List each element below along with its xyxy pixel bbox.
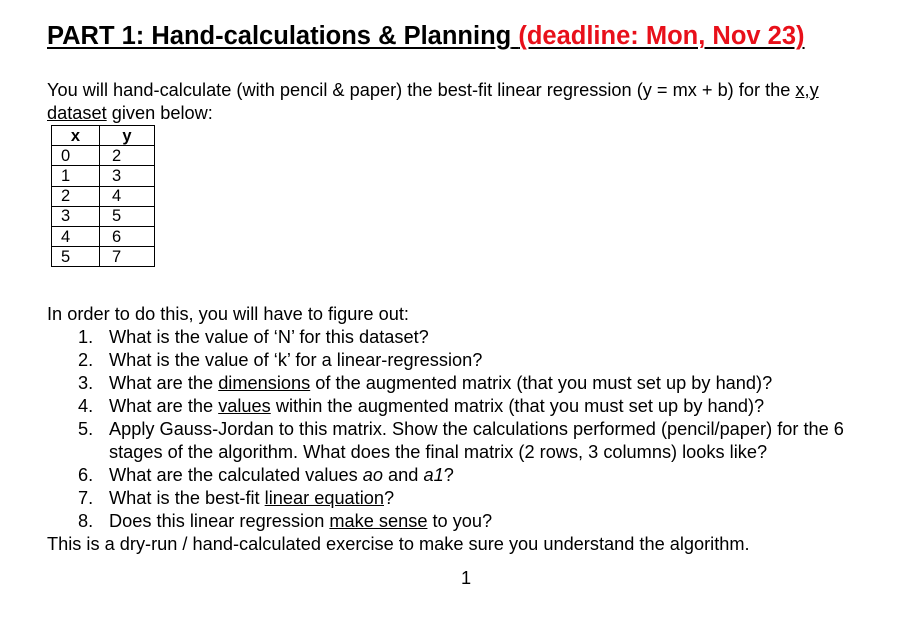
question-underlined-term: make sense [329, 511, 428, 531]
list-item [78, 510, 888, 533]
list-item [78, 464, 888, 487]
table-row [52, 186, 155, 206]
page-title [47, 22, 805, 51]
question-text: What are the calculated values [109, 465, 363, 485]
question-number: 8. [78, 511, 94, 531]
question-underlined-term: dimensions [218, 373, 311, 393]
questions-list [78, 326, 888, 533]
question-text: What are the [109, 373, 219, 393]
question-number: 5. [78, 419, 94, 439]
table-header-row [52, 126, 155, 146]
question-text: What is the best-fit [109, 488, 265, 508]
table-cell-y: 5 [100, 206, 155, 226]
table-cell-x: 3 [52, 206, 100, 226]
question-number: 2. [78, 350, 94, 370]
table-cell-x: 4 [52, 226, 100, 246]
list-item [78, 418, 888, 464]
question-text-end: ? [443, 465, 454, 485]
intro-line-1: You will hand-calculate (with pencil & paper) the best-fit linear regression (y = mx + b) for the [47, 80, 791, 100]
list-item [78, 395, 888, 418]
closing-paragraph: This is a dry-run / hand-calculated exercise to make sure you understand the algorithm. [47, 534, 750, 554]
question-number: 1. [78, 327, 94, 347]
variable-a0: ao [362, 465, 383, 485]
question-text: What is the value of ‘k’ for a linear-regression? [109, 350, 483, 370]
question-text-rest: ? [384, 488, 395, 508]
list-item [78, 372, 888, 395]
question-underlined-term: linear equation [264, 488, 384, 508]
table-row [52, 146, 155, 166]
table-cell-y: 4 [100, 186, 155, 206]
question-number: 4. [78, 396, 94, 416]
question-text: What is the value of ‘N’ for this dataset? [109, 327, 429, 347]
table-cell-x: 2 [52, 186, 100, 206]
table-cell-y: 3 [100, 166, 155, 186]
table-row [52, 247, 155, 267]
title-main: PART 1: Hand-calculations & Planning [47, 22, 512, 50]
intro-dataset-link: x,y dataset [47, 80, 819, 123]
table-cell-x: 5 [52, 247, 100, 267]
intro-line-2-rest: given below: [106, 103, 213, 123]
question-underlined-term: values [218, 396, 271, 416]
question-text-rest: of the augmented matrix (that you must set up by hand)? [310, 373, 773, 393]
question-text: Does this linear regression [109, 511, 330, 531]
table-cell-y: 7 [100, 247, 155, 267]
list-item [78, 349, 888, 372]
question-number: 3. [78, 373, 94, 393]
question-number: 7. [78, 488, 94, 508]
table-row [52, 166, 155, 186]
variable-a1: a1 [423, 465, 444, 485]
page-number: 1 [461, 568, 472, 588]
question-text: Apply Gauss-Jordan to this matrix. Show the calculations performed (pencil/paper) for the 6 stages of the algorithm. What does the final matrix (2 rows, 3 columns) looks like? [109, 419, 844, 462]
table-cell-x: 0 [52, 146, 100, 166]
table-row [52, 206, 155, 226]
table-cell-x: 1 [52, 166, 100, 186]
question-text-and: and [383, 465, 424, 485]
deadline-text: (deadline: Mon, Nov 23) [518, 22, 805, 50]
question-text-rest: within the augmented matrix (that you must set up by hand)? [270, 396, 765, 416]
question-text-rest: to you? [427, 511, 493, 531]
question-number: 6. [78, 465, 94, 485]
table-header-x: x [52, 126, 100, 146]
question-text: What are the [109, 396, 219, 416]
dataset-table [51, 125, 155, 267]
table-cell-y: 6 [100, 226, 155, 246]
intro-paragraph [47, 79, 877, 125]
list-item [78, 487, 888, 510]
table-row [52, 226, 155, 246]
list-item [78, 326, 888, 349]
table-cell-y: 2 [100, 146, 155, 166]
questions-lead: In order to do this, you will have to figure out: [47, 304, 409, 324]
table-header-y: y [100, 126, 155, 146]
